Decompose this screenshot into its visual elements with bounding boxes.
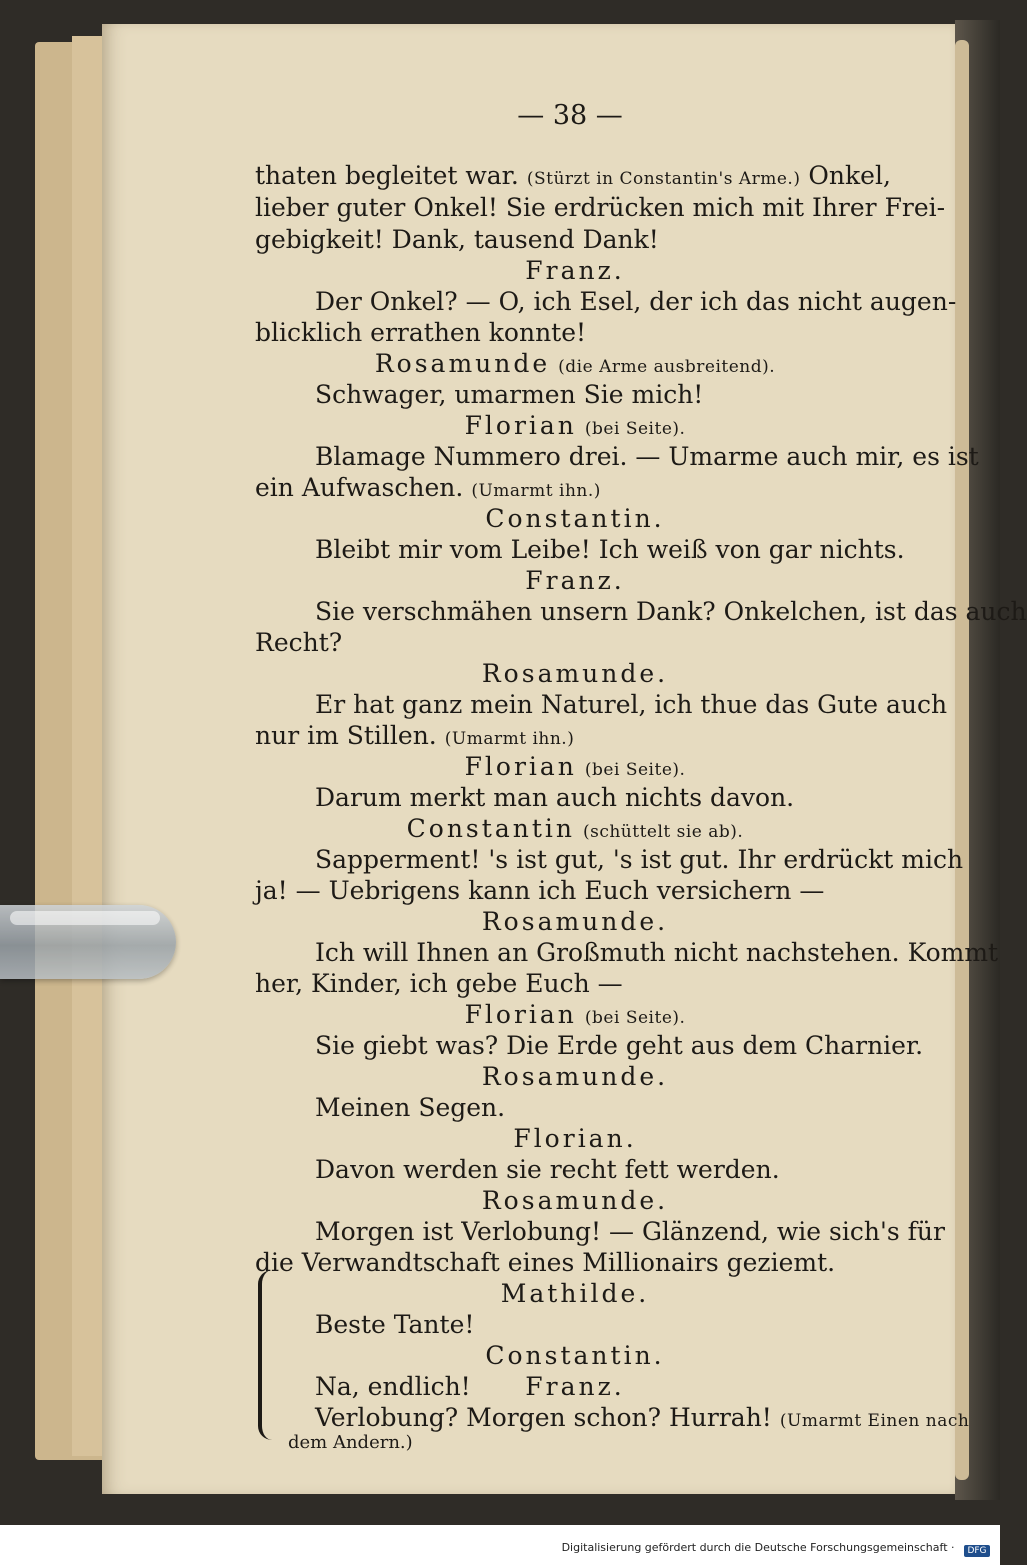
text-line: Ich will Ihnen an Großmuth nicht nachstehen. Kommt (315, 938, 999, 967)
speaker-name: Rosamunde. (481, 907, 669, 936)
page-text (255, 100, 1027, 1401)
text-line: ja! — Uebrigens kann ich Euch versichern — (255, 876, 825, 905)
speaker-name: Rosamunde (die Arme ausbreitend). (374, 349, 776, 378)
speaker-name: Franz. (525, 256, 625, 285)
speaker-name: Florian. (513, 1124, 637, 1153)
text-line: Beste Tante! (315, 1310, 475, 1339)
text-line: Morgen ist Verlobung! — Glänzend, wie sich's für (315, 1217, 945, 1246)
page-number: — 38 — (517, 100, 623, 131)
page-clamp-tool-shine (10, 911, 160, 925)
text-line: die Verwandtschaft eines Millionairs geziemt. (255, 1248, 836, 1277)
stage-direction: dem Andern.) (288, 1432, 413, 1453)
text-line: ein Aufwaschen. (Umarmt ihn.) (255, 473, 601, 502)
text-line: nur im Stillen. (Umarmt ihn.) (255, 721, 575, 750)
text-line: her, Kinder, ich gebe Euch — (255, 969, 623, 998)
footer-text: Digitalisierung gefördert durch die Deutsche Forschungsgemeinschaft · (561, 1541, 955, 1554)
text-line: lieber guter Onkel! Sie erdrücken mich mit Ihrer Frei- (255, 193, 946, 222)
text-line: Er hat ganz mein Naturel, ich thue das Gute auch (315, 690, 948, 719)
speaker-name: Florian (bei Seite). (464, 1000, 686, 1029)
speaker-name: Florian (bei Seite). (464, 752, 686, 781)
text-line: Sapperment! 's ist gut, 's ist gut. Ihr erdrückt mich (315, 845, 964, 874)
text-line: Davon werden sie recht fett werden. (315, 1155, 780, 1184)
text-line: Sie giebt was? Die Erde geht aus dem Charnier. (315, 1031, 924, 1060)
speaker-name: Rosamunde. (481, 1186, 669, 1215)
text-line: thaten begleitet war. (Stürzt in Constantin's Arme.) Onkel, (255, 161, 891, 190)
text-line: Sie verschmähen unsern Dank? Onkelchen, ist das auch (315, 597, 1027, 626)
text-line: Na, endlich! (315, 1372, 471, 1401)
text-line: blicklich errathen konnte! (255, 318, 587, 347)
speaker-name: Florian (bei Seite). (464, 411, 686, 440)
next-page-edge (955, 40, 969, 1480)
speaker-name: Constantin. (485, 504, 665, 533)
footer-credit (562, 1541, 990, 1557)
speaker-name: Franz. (525, 566, 625, 595)
text-line: Recht? (255, 628, 343, 657)
dfg-logo-icon: DFG (964, 1545, 990, 1557)
text-line: Verlobung? Morgen schon? Hurrah! (Umarmt Einen nach (315, 1403, 970, 1432)
text-line: Meinen Segen. (315, 1093, 506, 1122)
text-line: Der Onkel? — O, ich Esel, der ich das nicht augen- (315, 287, 957, 316)
text-line: Blamage Nummero drei. — Umarme auch mir, es ist (315, 442, 979, 471)
curly-brace (258, 1270, 288, 1440)
text-line: Schwager, umarmen Sie mich! (315, 380, 704, 409)
speaker-name: Constantin. (485, 1341, 665, 1370)
speaker-name: Rosamunde. (481, 659, 669, 688)
speaker-name: Mathilde. (500, 1279, 650, 1308)
text-line: Bleibt mir vom Leibe! Ich weiß von gar nichts. (315, 535, 905, 564)
speaker-name: Constantin (schüttelt sie ab). (406, 814, 744, 843)
speaker-name: Rosamunde. (481, 1062, 669, 1091)
text-line: Darum merkt man auch nichts davon. (315, 783, 795, 812)
speaker-name: Franz. (525, 1372, 625, 1401)
text-line: gebigkeit! Dank, tausend Dank! (255, 225, 659, 254)
